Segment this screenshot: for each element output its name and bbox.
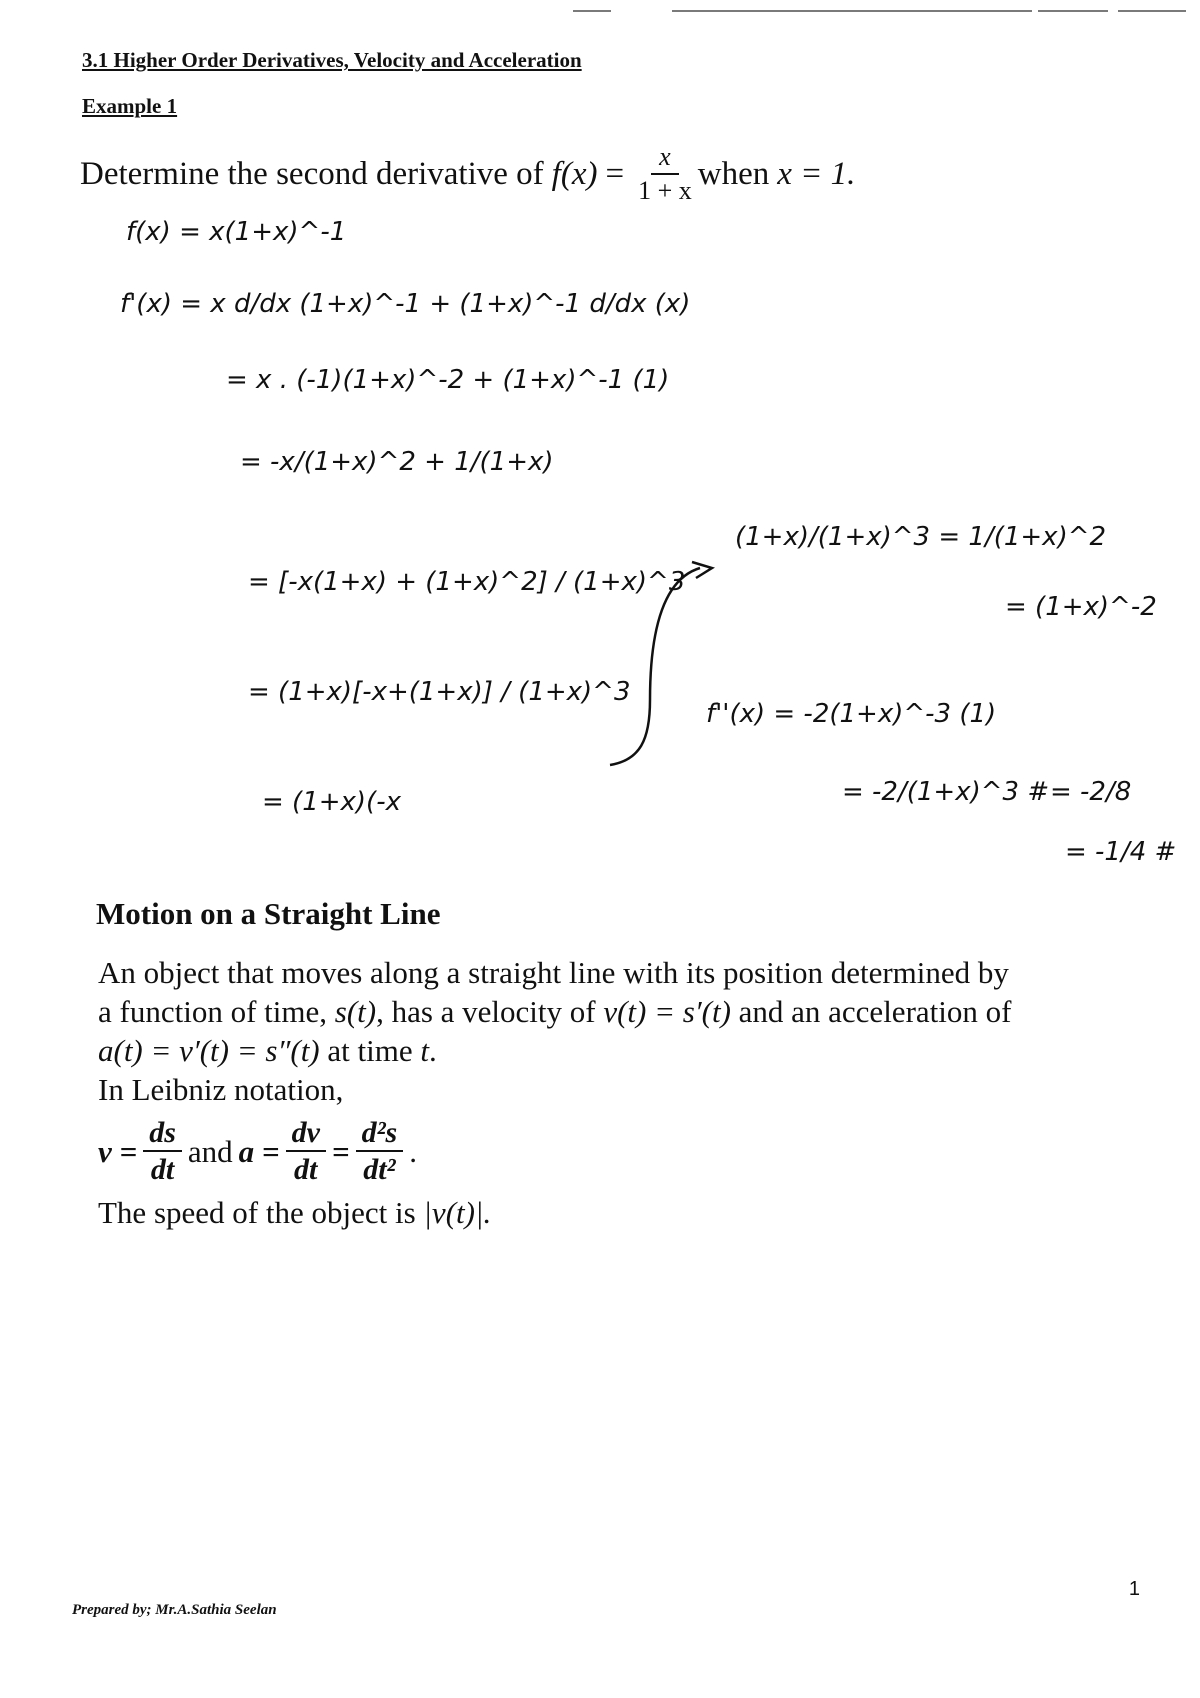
hw-line: f'(x) = x d/dx (1+x)^-1 + (1+x)^-1 d/dx (x) [120,289,691,319]
motion-paragraph-line [98,1031,1148,1070]
speed-value: |v(t)|. [423,1195,492,1230]
hw-side-line: (1+x)/(1+x)^3 = 1/(1+x)^2 [735,522,1107,552]
equals-sign: = [605,155,625,192]
hw-line: = -x/(1+x)^2 + 1/(1+x) [240,447,554,477]
motion-heading: Motion on a Straight Line [96,896,441,931]
hw-line: = [-x(1+x) + (1+x)^2] / (1+x)^3 [248,567,686,597]
position-function: s(t) [334,994,377,1029]
question-condition: x = 1. [777,155,856,192]
motion-body [98,953,1148,1232]
ds-dt-fraction [143,1115,182,1186]
speed-line [98,1193,1148,1232]
example-label: Example 1 [82,94,178,118]
text-run: . [409,1133,417,1169]
equals-sign: = [331,1133,350,1169]
function-name: f(x) [551,155,598,192]
text-run: The speed of the object is [98,1195,424,1230]
fraction-numerator: ds [143,1118,182,1152]
fraction-numerator: dv [286,1118,326,1152]
fraction-numerator: d²s [356,1118,404,1152]
section-title: 3.1 Higher Order Derivatives, Velocity and Acceleration [82,48,582,72]
hw-side-line: f''(x) = -2(1+x)^-3 (1) [706,699,997,729]
text-run: , has a velocity of [376,994,604,1029]
question-prefix: Determine the second derivative of [80,155,544,192]
acceleration-equation: a(t) = v′(t) = s″(t) [98,1033,320,1068]
leibniz-equation [98,1109,1148,1193]
fraction-denominator: dt² [363,1152,396,1186]
hw-side-line: = -1/4 # [1065,837,1177,867]
velocity-equation: v(t) = s′(t) [603,994,731,1029]
hw-line: = (1+x)(-x [262,787,401,817]
hw-side-line: = (1+x)^-2 [1005,592,1157,622]
fraction-denominator: 1 + x [638,176,692,205]
leibniz-intro: In Leibniz notation, [98,1072,344,1107]
fraction-numerator: x [651,144,679,175]
velocity-symbol: v = [98,1133,138,1169]
page-number: 1 [1128,1578,1140,1600]
hw-line: = x . (-1)(1+x)^-2 + (1+x)^-1 (1) [226,365,670,395]
hw-side-line: = -2/8 [1050,777,1132,807]
motion-paragraph-line [98,992,1148,1031]
connector-curve [610,568,700,765]
text-run: a function of time, [98,994,335,1029]
prepared-by: Prepared by; Mr.A.Sathia Seelan [72,1602,277,1618]
fraction-denominator: dt [294,1152,318,1186]
acceleration-symbol: a = [238,1133,280,1169]
motion-paragraph-line: An object that moves along a straight line with its position determined by [98,955,1009,990]
text-run: and an acceleration of [730,994,1012,1029]
text-run: at time [319,1033,421,1068]
hw-side-line: = -2/(1+x)^3 # [842,777,1050,807]
dv-dt-fraction [286,1115,326,1186]
hw-line: f(x) = x(1+x)^-1 [126,217,347,247]
text-run: . [429,1033,437,1068]
time-variable: t [420,1033,429,1068]
text-run: and [187,1133,233,1169]
d2s-dt2-fraction [356,1115,404,1186]
question-suffix: when [697,155,770,192]
fraction-denominator: dt [150,1152,175,1186]
hw-line: = (1+x)[-x+(1+x)] / (1+x)^3 [248,677,631,707]
